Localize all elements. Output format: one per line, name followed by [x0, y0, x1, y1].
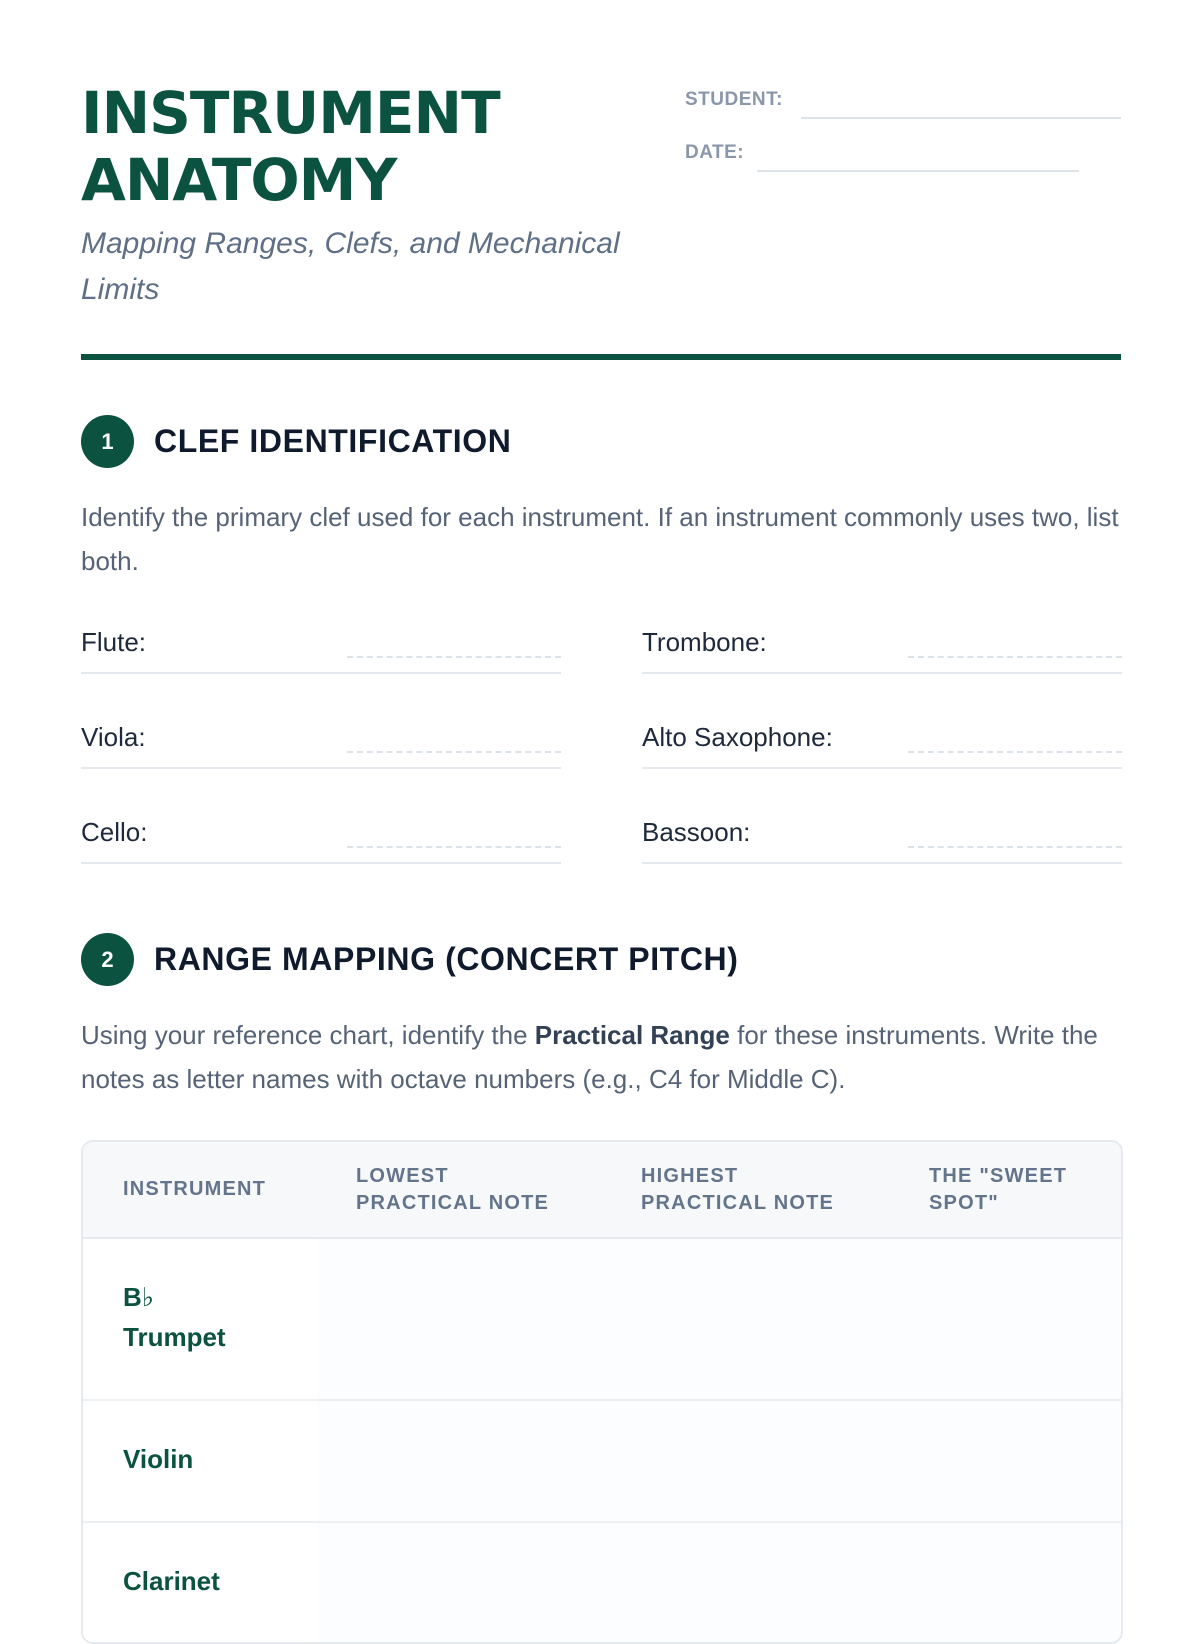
range-mapping-table	[81, 1140, 1123, 1644]
instructions-text: Using your reference chart, identify the	[81, 1020, 535, 1050]
clef-instrument-label: Viola:	[81, 722, 146, 752]
section-1-instructions: Identify the primary clef used for each instrument. If an instrument commonly uses two, list both.	[81, 502, 1119, 576]
row-instrument-name: Clarinet	[123, 1566, 220, 1596]
clef-answer-field[interactable]	[908, 751, 1122, 753]
section-2-title: RANGE MAPPING (CONCERT PITCH)	[154, 941, 739, 977]
table-row	[83, 1239, 1121, 1401]
clef-answer-field[interactable]	[908, 656, 1122, 658]
title-line-1: INSTRUMENT	[81, 79, 500, 147]
date-field[interactable]	[757, 170, 1079, 172]
section-1-title: CLEF IDENTIFICATION	[154, 423, 512, 459]
clef-row	[81, 717, 561, 769]
clef-answer-field[interactable]	[347, 751, 561, 753]
instructions-emphasis: Practical Range	[534, 1020, 730, 1050]
student-name-field[interactable]	[801, 117, 1121, 119]
clef-row	[642, 812, 1122, 864]
section-2-instructions	[81, 1013, 1121, 1101]
column-header-highest-note: HIGHEST PRACTICAL NOTE	[641, 1165, 835, 1214]
column-header-instrument: INSTRUMENT	[123, 1178, 267, 1200]
section-1-number-badge: 1	[81, 415, 134, 468]
page-subtitle: Mapping Ranges, Clefs, and Mechanical Limits	[81, 227, 620, 306]
student-label: STUDENT:	[685, 89, 783, 110]
column-header-lowest-note: LOWEST PRACTICAL NOTE	[356, 1165, 550, 1214]
clef-row	[81, 622, 561, 674]
clef-instrument-label: Trombone:	[642, 627, 767, 657]
table-row	[83, 1523, 1121, 1644]
row-instrument-name: B♭ Trumpet	[123, 1282, 226, 1352]
clef-row	[642, 622, 1122, 674]
clef-answer-field[interactable]	[347, 656, 561, 658]
table-row	[83, 1401, 1121, 1523]
title-line-2: ANATOMY	[81, 146, 397, 214]
clef-instrument-label: Flute:	[81, 627, 147, 657]
instructions-text: for these instruments. Write the notes as letter names with octave numbers (e.g., C4 for Middle C).	[81, 1020, 1098, 1094]
clef-instrument-label: Bassoon:	[642, 817, 751, 847]
clef-instrument-label: Alto Saxophone:	[642, 722, 833, 752]
clef-row	[81, 812, 561, 864]
row-instrument-name: Violin	[123, 1444, 194, 1474]
clef-instrument-label: Cello:	[81, 817, 148, 847]
section-2-number-badge: 2	[81, 933, 134, 986]
table-header	[83, 1142, 1121, 1239]
header-divider	[81, 354, 1121, 360]
date-label: DATE:	[685, 142, 745, 163]
column-header-sweet-spot: THE "SWEET SPOT"	[929, 1165, 1068, 1214]
clef-answer-field[interactable]	[347, 846, 561, 848]
clef-row	[642, 717, 1122, 769]
clef-answer-field[interactable]	[908, 846, 1122, 848]
page-title	[81, 80, 601, 214]
